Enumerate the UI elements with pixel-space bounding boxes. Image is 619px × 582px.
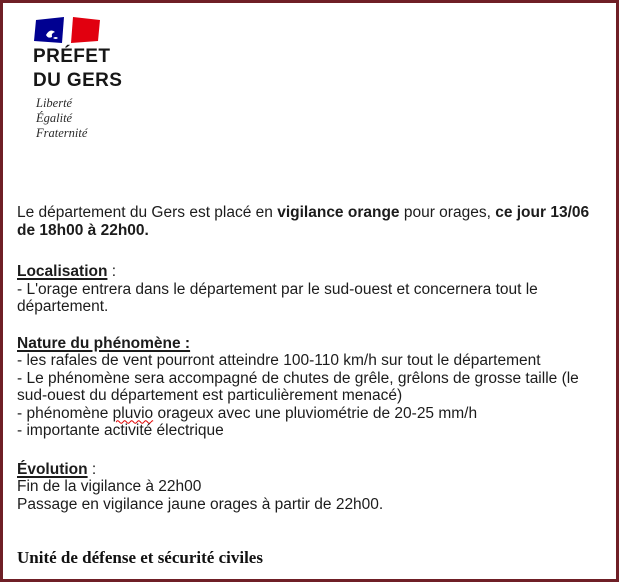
body-line: - Le phénomène sera accompagné de chutes de grêle, grêlons de grosse taille (le: [17, 369, 579, 387]
republic-motto: [36, 96, 616, 141]
prefecture-name-line2: DU GERS: [33, 70, 123, 91]
intro-line-2: de 18h00 à 22h00.: [17, 221, 149, 239]
section-evolution: [17, 461, 602, 514]
section-heading-suffix: :: [107, 263, 117, 280]
body-text: orageux avec une pluviométrie de 20-25 mm/h: [153, 404, 478, 422]
issuing-unit-title: Unité de défense et sécurité civiles: [17, 548, 263, 567]
section-heading-label: Évolution: [17, 460, 88, 478]
prefecture-name: [33, 45, 616, 93]
intro-text: pour orages,: [399, 204, 496, 221]
section-heading-suffix: :: [87, 460, 97, 478]
body-line: Fin de la vigilance à 22h00: [17, 478, 202, 495]
section-heading-label: Nature du phénomène :: [17, 334, 191, 352]
intro-line-1: [17, 204, 602, 222]
body-line: Passage en vigilance jaune orages à partir de 22h00.: [17, 495, 384, 513]
misspelled-word: pluvio: [112, 404, 154, 422]
motto-fraternite: Fraternité: [36, 126, 88, 140]
prefecture-logo: [33, 16, 616, 141]
vigilance-level-text: vigilance orange: [277, 204, 400, 221]
alert-intro-paragraph: [17, 204, 602, 239]
motto-liberte: Liberté: [36, 96, 73, 110]
body-line-with-spellcheck: [17, 405, 602, 423]
section-heading: [17, 461, 602, 479]
section-localisation: [17, 263, 602, 316]
section-nature-du-phenomene: [17, 335, 602, 440]
body-line: sud-ouest du département est particulièrement menacé): [17, 387, 403, 404]
alert-body: [3, 204, 616, 513]
alert-date-text: ce jour 13/06: [495, 204, 590, 221]
prefecture-name-line1: PRÉFET: [33, 46, 111, 67]
body-line: - L'orage entrera dans le département par le sud-ouest et concernera tout le: [17, 280, 538, 298]
section-heading: [17, 335, 602, 353]
intro-text: Le département du Gers est placé en: [17, 204, 278, 221]
motto-egalite: Égalité: [36, 111, 73, 125]
section-heading: [17, 263, 602, 281]
body-line: - les rafales de vent pourront atteindre 100-110 km/h sur tout le département: [17, 352, 541, 369]
body-text: - phénomène: [17, 404, 113, 422]
body-line: - importante activité électrique: [17, 422, 224, 439]
section-heading-label: Localisation: [17, 263, 108, 280]
french-flag-icon: [33, 16, 101, 43]
body-line: département.: [17, 298, 109, 315]
